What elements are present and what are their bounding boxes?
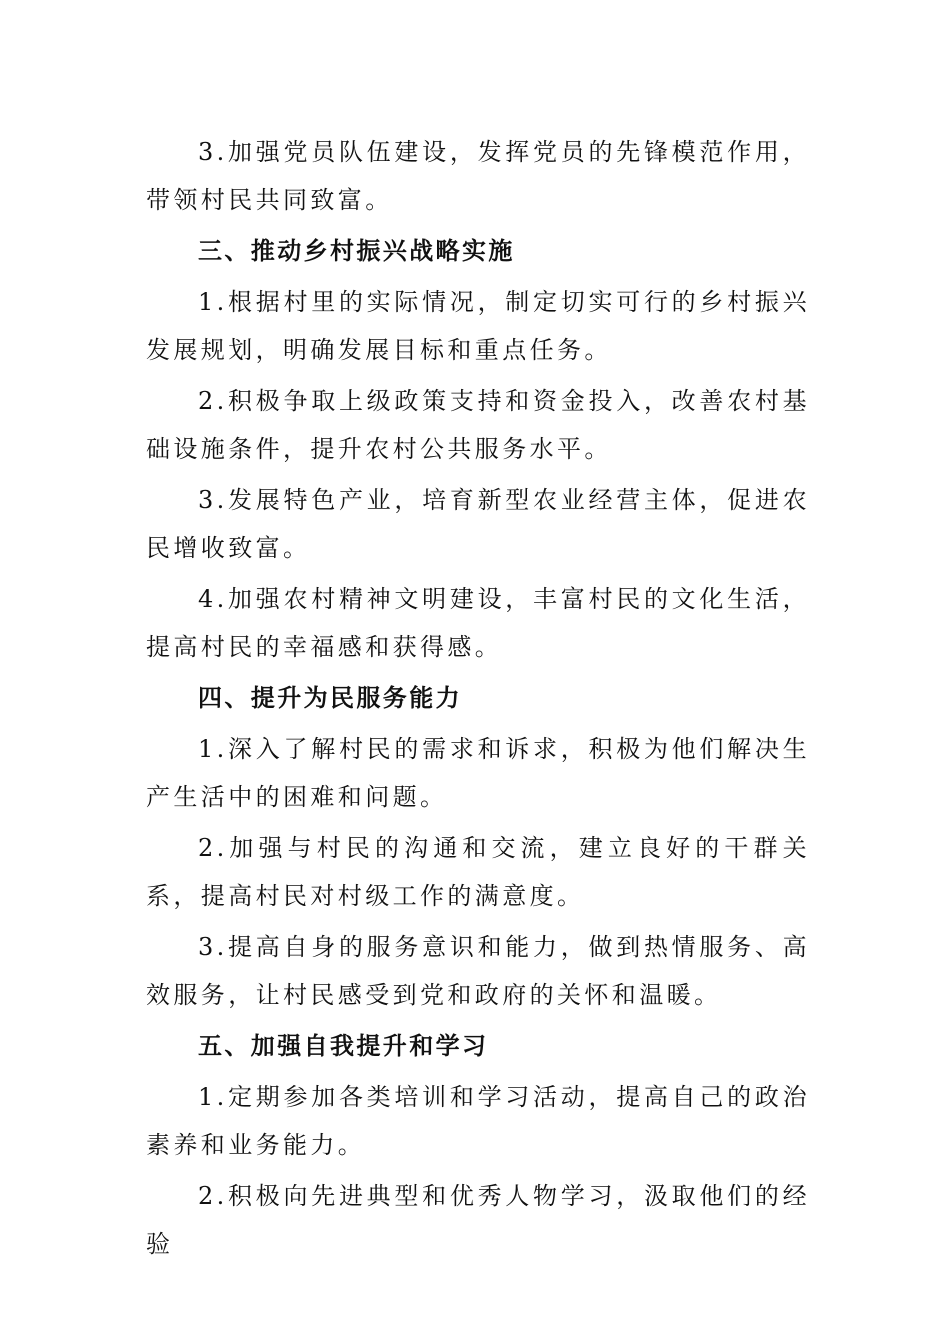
document-body: [146, 128, 810, 1271]
paragraph: 3.发展特色产业，培育新型农业经营主体，促进农民增收致富。: [146, 486, 810, 562]
paragraph: 1.根据村里的实际情况，制定切实可行的乡村振兴发展规划，明确发展目标和重点任务。: [146, 288, 810, 364]
paragraph: 1.深入了解村民的需求和诉求，积极为他们解决生产生活中的困难和问题。: [146, 735, 810, 811]
paragraph: 3.加强党员队伍建设，发挥党员的先锋模范作用，带领村民共同致富。: [146, 138, 810, 214]
paragraph: 4.加强农村精神文明建设，丰富村民的文化生活，提高村民的幸福感和获得感。: [146, 585, 810, 661]
paragraph: 3.提高自身的服务意识和能力，做到热情服务、高效服务，让村民感受到党和政府的关怀和温暖。: [146, 933, 810, 1009]
paragraph: 2.积极争取上级政策支持和资金投入，改善农村基础设施条件，提升农村公共服务水平。: [146, 387, 810, 463]
paragraph: 1.定期参加各类培训和学习活动，提高自己的政治素养和业务能力。: [146, 1083, 810, 1159]
section-heading: 三、推动乡村振兴战略实施: [198, 236, 515, 265]
section-heading: 四、提升为民服务能力: [198, 683, 462, 712]
paragraph: 2.加强与村民的沟通和交流，建立良好的干群关系，提高村民对村级工作的满意度。: [146, 834, 810, 910]
paragraph: 2.积极向先进典型和优秀人物学习，汲取他们的经验: [146, 1182, 810, 1258]
section-heading: 五、加强自我提升和学习: [198, 1031, 489, 1060]
